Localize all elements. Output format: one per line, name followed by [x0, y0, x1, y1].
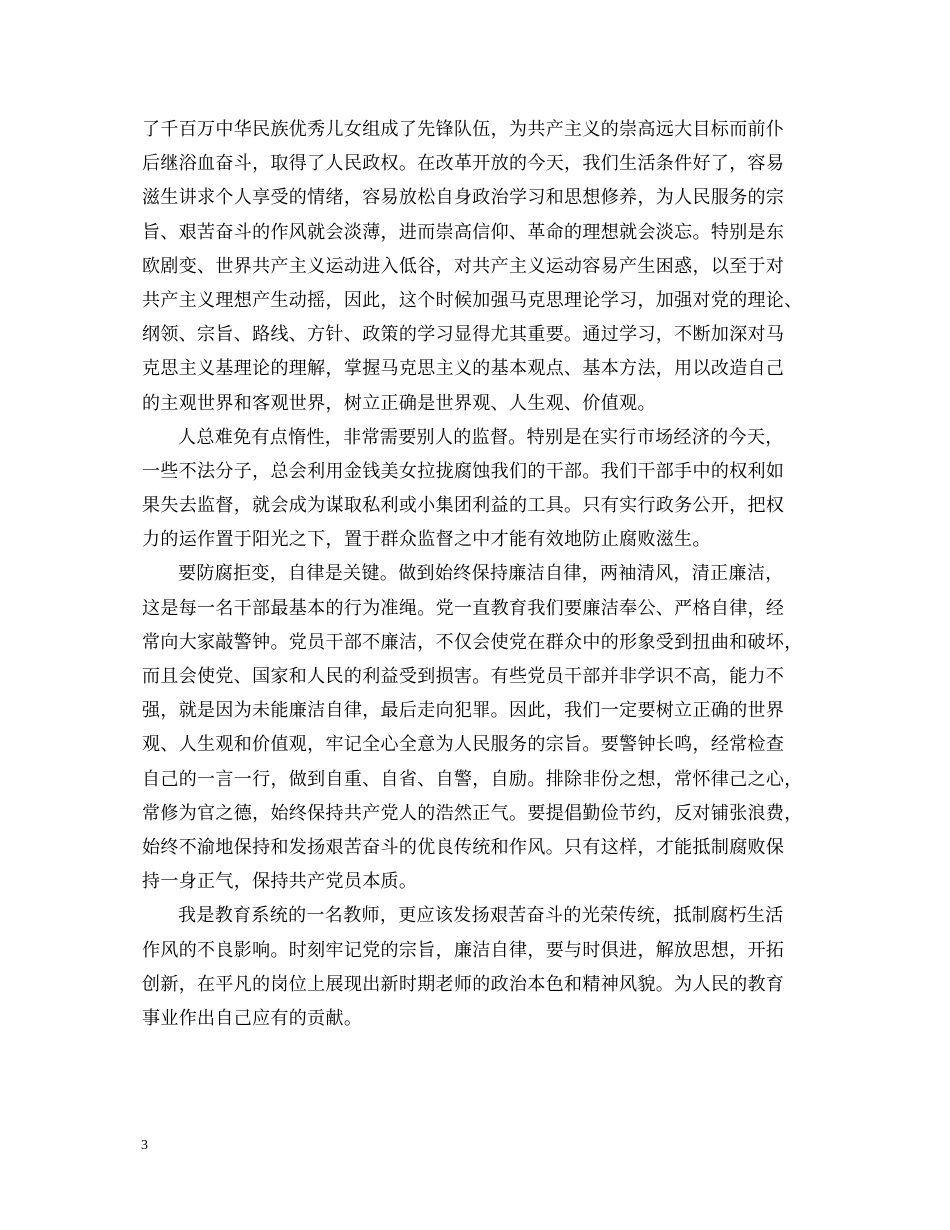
text-line: 人总难免有点惰性，非常需要别人的监督。特别是在实行市场经济的今天，: [178, 426, 784, 448]
text-line: 事业作出自己应有的贡献。: [142, 1007, 363, 1029]
text-line: 持一身正气，保持共产党员本质。: [142, 871, 418, 893]
text-line: 常向大家敲警钟。党员干部不廉洁，不仅会使党在群众中的形象受到扭曲和破坏，: [142, 631, 803, 653]
text-line: 我是教育系统的一名教师，更应该发扬艰苦奋斗的光荣传统，抵制腐朽生活: [178, 905, 784, 927]
text-line: 一些不法分子，总会利用金钱美女拉拢腐蚀我们的干部。我们干部手中的权利如: [142, 460, 785, 482]
text-line: 纲领、宗旨、路线、方针、政策的学习显得尤其重要。通过学习，不断加深对马: [142, 324, 785, 346]
text-line: 强，就是因为未能廉洁自律，最后走向犯罪。因此，我们一定要树立正确的世界: [142, 700, 785, 722]
paragraph-1: [142, 113, 812, 421]
text-line: 的主观世界和客观世界，树立正确是世界观、人生观、价值观。: [142, 392, 656, 414]
text-line: 要防腐拒变，自律是关键。做到始终保持廉洁自律，两袖清风，清正廉洁，: [178, 563, 784, 585]
text-line: 克思主义基理论的理解，掌握马克思主义的基本观点、基本方法，用以改造自己: [142, 358, 785, 380]
text-line: 后继浴血奋斗，取得了人民政权。在改革开放的今天，我们生活条件好了，容易: [142, 153, 785, 175]
text-line: 了千百万中华民族优秀儿女组成了先锋队伍，为共产主义的崇高远大目标而前仆: [142, 119, 785, 140]
text-line: 而且会使党、国家和人民的利益受到损害。有些党员干部并非学识不高，能力不: [142, 666, 785, 687]
text-line: 始终不渝地保持和发扬艰苦奋斗的优良传统和作风。只有这样，才能抵制腐败保: [142, 836, 785, 858]
page-number: 3: [141, 1138, 148, 1153]
text-line: 果失去监督，就会成为谋取私利或小集团利益的工具。只有实行政务公开，把权: [142, 495, 785, 517]
text-line: 这是每一名干部最基本的行为准绳。党一直教育我们要廉洁奉公、严格自律，经: [142, 597, 785, 619]
text-line: 观、人生观和价值观，牢记全心全意为人民服务的宗旨。要警钟长鸣，经常检查: [142, 734, 785, 756]
text-line: 旨、艰苦奋斗的作风就会淡薄，进而崇高信仰、革命的理想就会淡忘。特别是东: [142, 221, 785, 243]
body-text: [142, 113, 812, 1036]
text-line: 创新，在平凡的岗位上展现出新时期老师的政治本色和精神风貌。为人民的教育: [142, 973, 785, 995]
text-line: 力的运作置于阳光之下，置于群众监督之中才能有效地防止腐败滋生。: [142, 529, 711, 551]
paragraph-2: [142, 421, 812, 558]
text-line: 滋生讲求个人享受的情绪，容易放松自身政治学习和思想修养，为人民服务的宗: [142, 187, 785, 209]
paragraph-4: [142, 899, 812, 1036]
text-line: 自己的一言一行，做到自重、自省、自警，自励。排除非份之想，常怀律己之心，: [142, 768, 803, 790]
text-line: 共产主义理想产生动摇，因此，这个时候加强马克思理论学习，加强对党的理论、: [142, 289, 803, 311]
text-line: 欧剧变、世界共产主义运动进入低谷，对共产主义运动容易产生困惑，以至于对: [142, 255, 785, 277]
text-line: 作风的不良影响。时刻牢记党的宗旨，廉洁自律，要与时俱进，解放思想，开拓: [142, 939, 785, 961]
paragraph-3: [142, 557, 812, 899]
text-line: 常修为官之德，始终保持共产党人的浩然正气。要提倡勤俭节约，反对铺张浪费，: [142, 802, 803, 824]
